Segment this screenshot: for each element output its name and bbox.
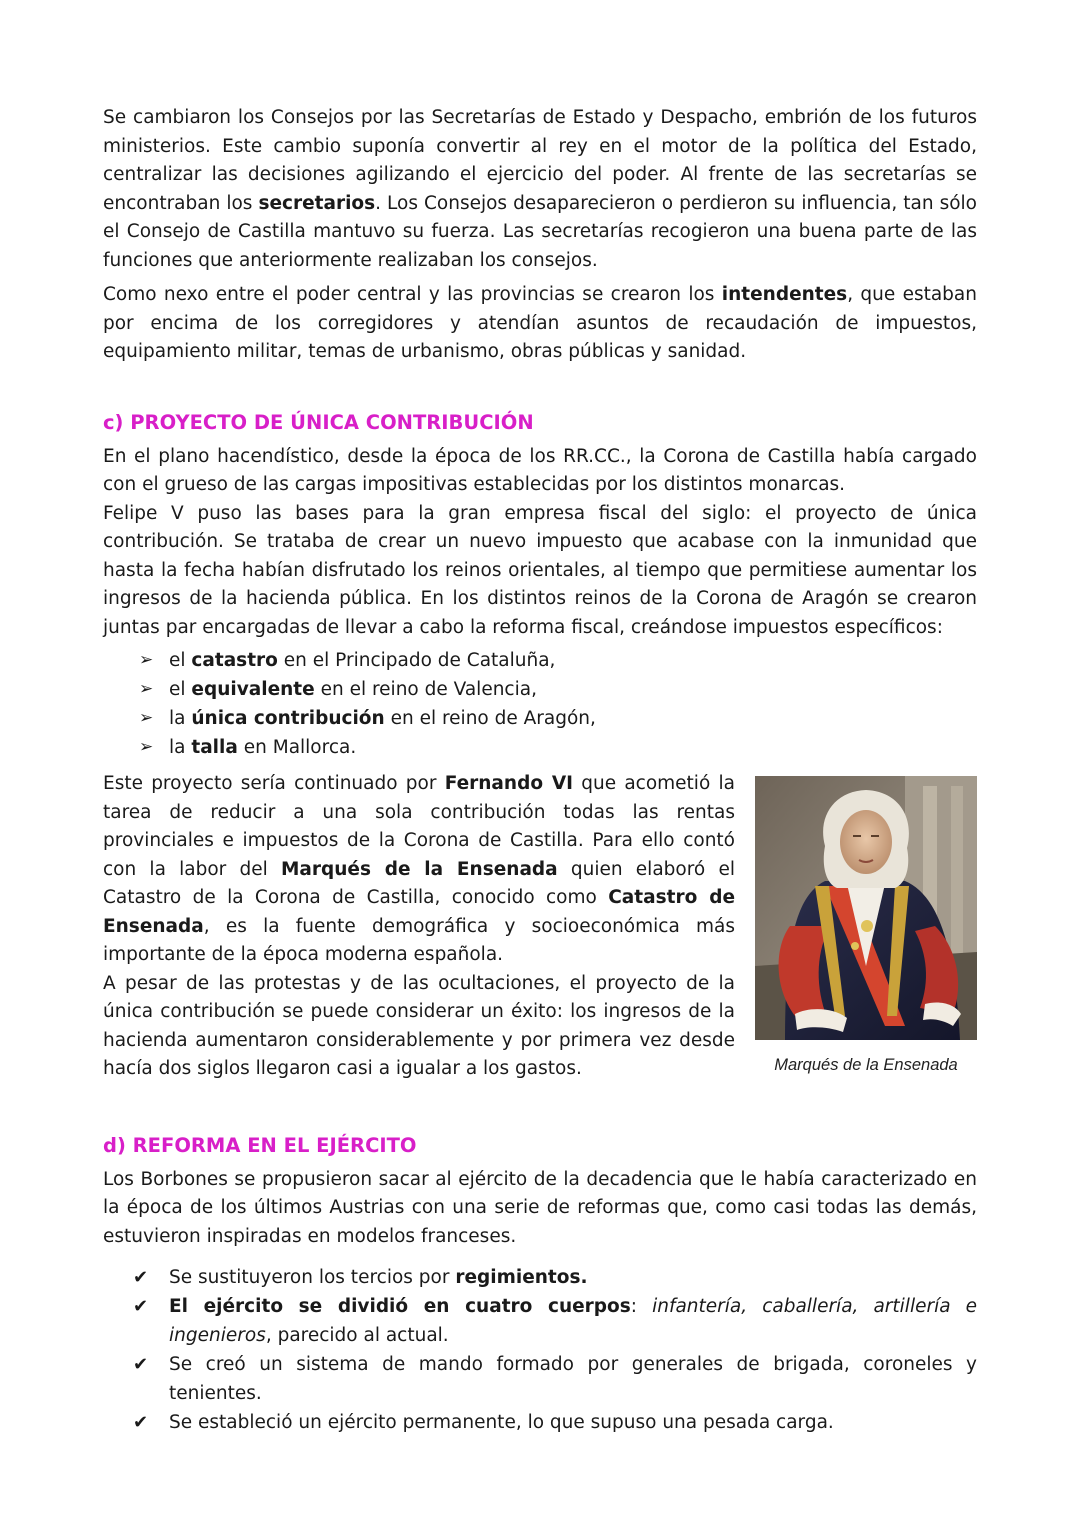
paragraph-hacienda: En el plano hacendístico, desde la época de los RR.CC., la Corona de Castilla había cargado con el grueso de las cargas impositivas establecidas por los distintos monarcas. xyxy=(103,445,977,495)
fernando-vi-text xyxy=(103,770,735,1084)
section-heading-d: d) REFORMA EN EL EJÉRCITO xyxy=(103,1133,417,1157)
tax-list xyxy=(103,646,977,762)
check-bullet-icon: ✔ xyxy=(133,1296,149,1317)
marques-ensenada-portrait xyxy=(755,776,977,1040)
arrow-bullet-icon: ➢ xyxy=(139,708,154,728)
list-item: ➢ el equivalente en el reino de Valencia, xyxy=(139,675,977,704)
portrait-figure xyxy=(755,770,977,1084)
paragraph-borbones: Los Borbones se propusieron sacar al ejército de la decadencia que le había caracterizado en la época de los últimos Austrias con una serie de reformas que, como casi todas las demás, estuvieron inspiradas en modelos franceses. xyxy=(103,1168,977,1247)
paragraph-felipe-v: Felipe V puso las bases para la gran empresa fiscal del siglo: el proyecto de única contribución. Se trataba de crear un nuevo impuesto que acabase con la inmunidad que hasta la fecha habían disfrutado los reinos orientales, al tiempo que permitiese aumentar los ingresos de la hacienda pública. En los distintos reinos de la Corona de Aragón se crearon juntas par encargadas de llevar a cabo la reforma fiscal, creándose impuestos específicos: xyxy=(103,502,977,638)
list-item: ➢ la única contribución en el reino de Aragón, xyxy=(139,704,977,733)
document-content xyxy=(103,104,977,1437)
bold-term: secretarios xyxy=(258,192,376,214)
text-with-portrait xyxy=(103,770,977,1084)
reform-list xyxy=(103,1263,977,1437)
list-item: ➢ la talla en Mallorca. xyxy=(139,733,977,762)
paragraph-exito: A pesar de las protestas y de las ocultaciones, el proyecto de la única contribución se puede considerar un éxito: los ingresos de la hacienda aumentaron considerablemente y por primera vez desde hacía dos siglos llegaron casi a igualar a los gastos. xyxy=(103,972,735,1079)
portrait-caption: Marqués de la Ensenada xyxy=(774,1056,958,1074)
list-item: ✔ Se sustituyeron los tercios por regimientos. xyxy=(133,1263,977,1292)
list-item: ➢ el catastro en el Principado de Cataluña, xyxy=(139,646,977,675)
list-item: ✔ Se estableció un ejército permanente, lo que supuso una pesada carga. xyxy=(133,1408,977,1437)
bold-term: intendentes xyxy=(721,284,848,305)
paragraph-intendentes: Como nexo entre el poder central y las provincias se crearon los intendentes, que estaban por encima de los corregidores y atendían asuntos de recaudación de impuestos, equipamiento militar, temas de urbanismo, obras públicas y sanidad. xyxy=(103,284,977,362)
arrow-bullet-icon: ➢ xyxy=(139,679,154,699)
arrow-bullet-icon: ➢ xyxy=(139,650,154,670)
check-bullet-icon: ✔ xyxy=(133,1354,149,1375)
check-bullet-icon: ✔ xyxy=(133,1412,149,1433)
check-bullet-icon: ✔ xyxy=(133,1267,149,1288)
section-heading-c: c) PROYECTO DE ÚNICA CONTRIBUCIÓN xyxy=(103,410,534,434)
paragraph-fernando-vi: Este proyecto sería continuado por Fernando VI que acometió la tarea de reducir a una sola contribución todas las rentas provinciales e impuestos de la Corona de Castilla. Para ello contó con la labor del Marqués de la Ensenada quien elaboró el Catastro de la Corona de Castilla, conocido como Catastro de Ensenada, es la fuente demográfica y socioeconómica más importante de la época moderna española. xyxy=(103,773,735,965)
paragraph-secretarias: Se cambiaron los Consejos por las Secretarías de Estado y Despacho, embrión de los futuros ministerios. Este cambio suponía convertir al rey en el motor de la política del Estado, centralizar las decisiones agilizando el ejercicio del poder. Al frente de las secretarías se encontraban los secretarios. Los Consejos desaparecieron o perdieron su influencia, tan sólo el Consejo de Castilla mantuvo su fuerza. Las secretarías recogieron una buena parte de las funciones que anteriormente realizaban los consejos. xyxy=(103,107,977,271)
list-item: ✔ Se creó un sistema de mando formado por generales de brigada, coroneles y tenientes. xyxy=(133,1350,977,1408)
arrow-bullet-icon: ➢ xyxy=(139,737,154,757)
list-item: ✔ El ejército se dividió en cuatro cuerpos: infantería, caballería, artillería e ingenieros, parecido al actual. xyxy=(133,1292,977,1350)
